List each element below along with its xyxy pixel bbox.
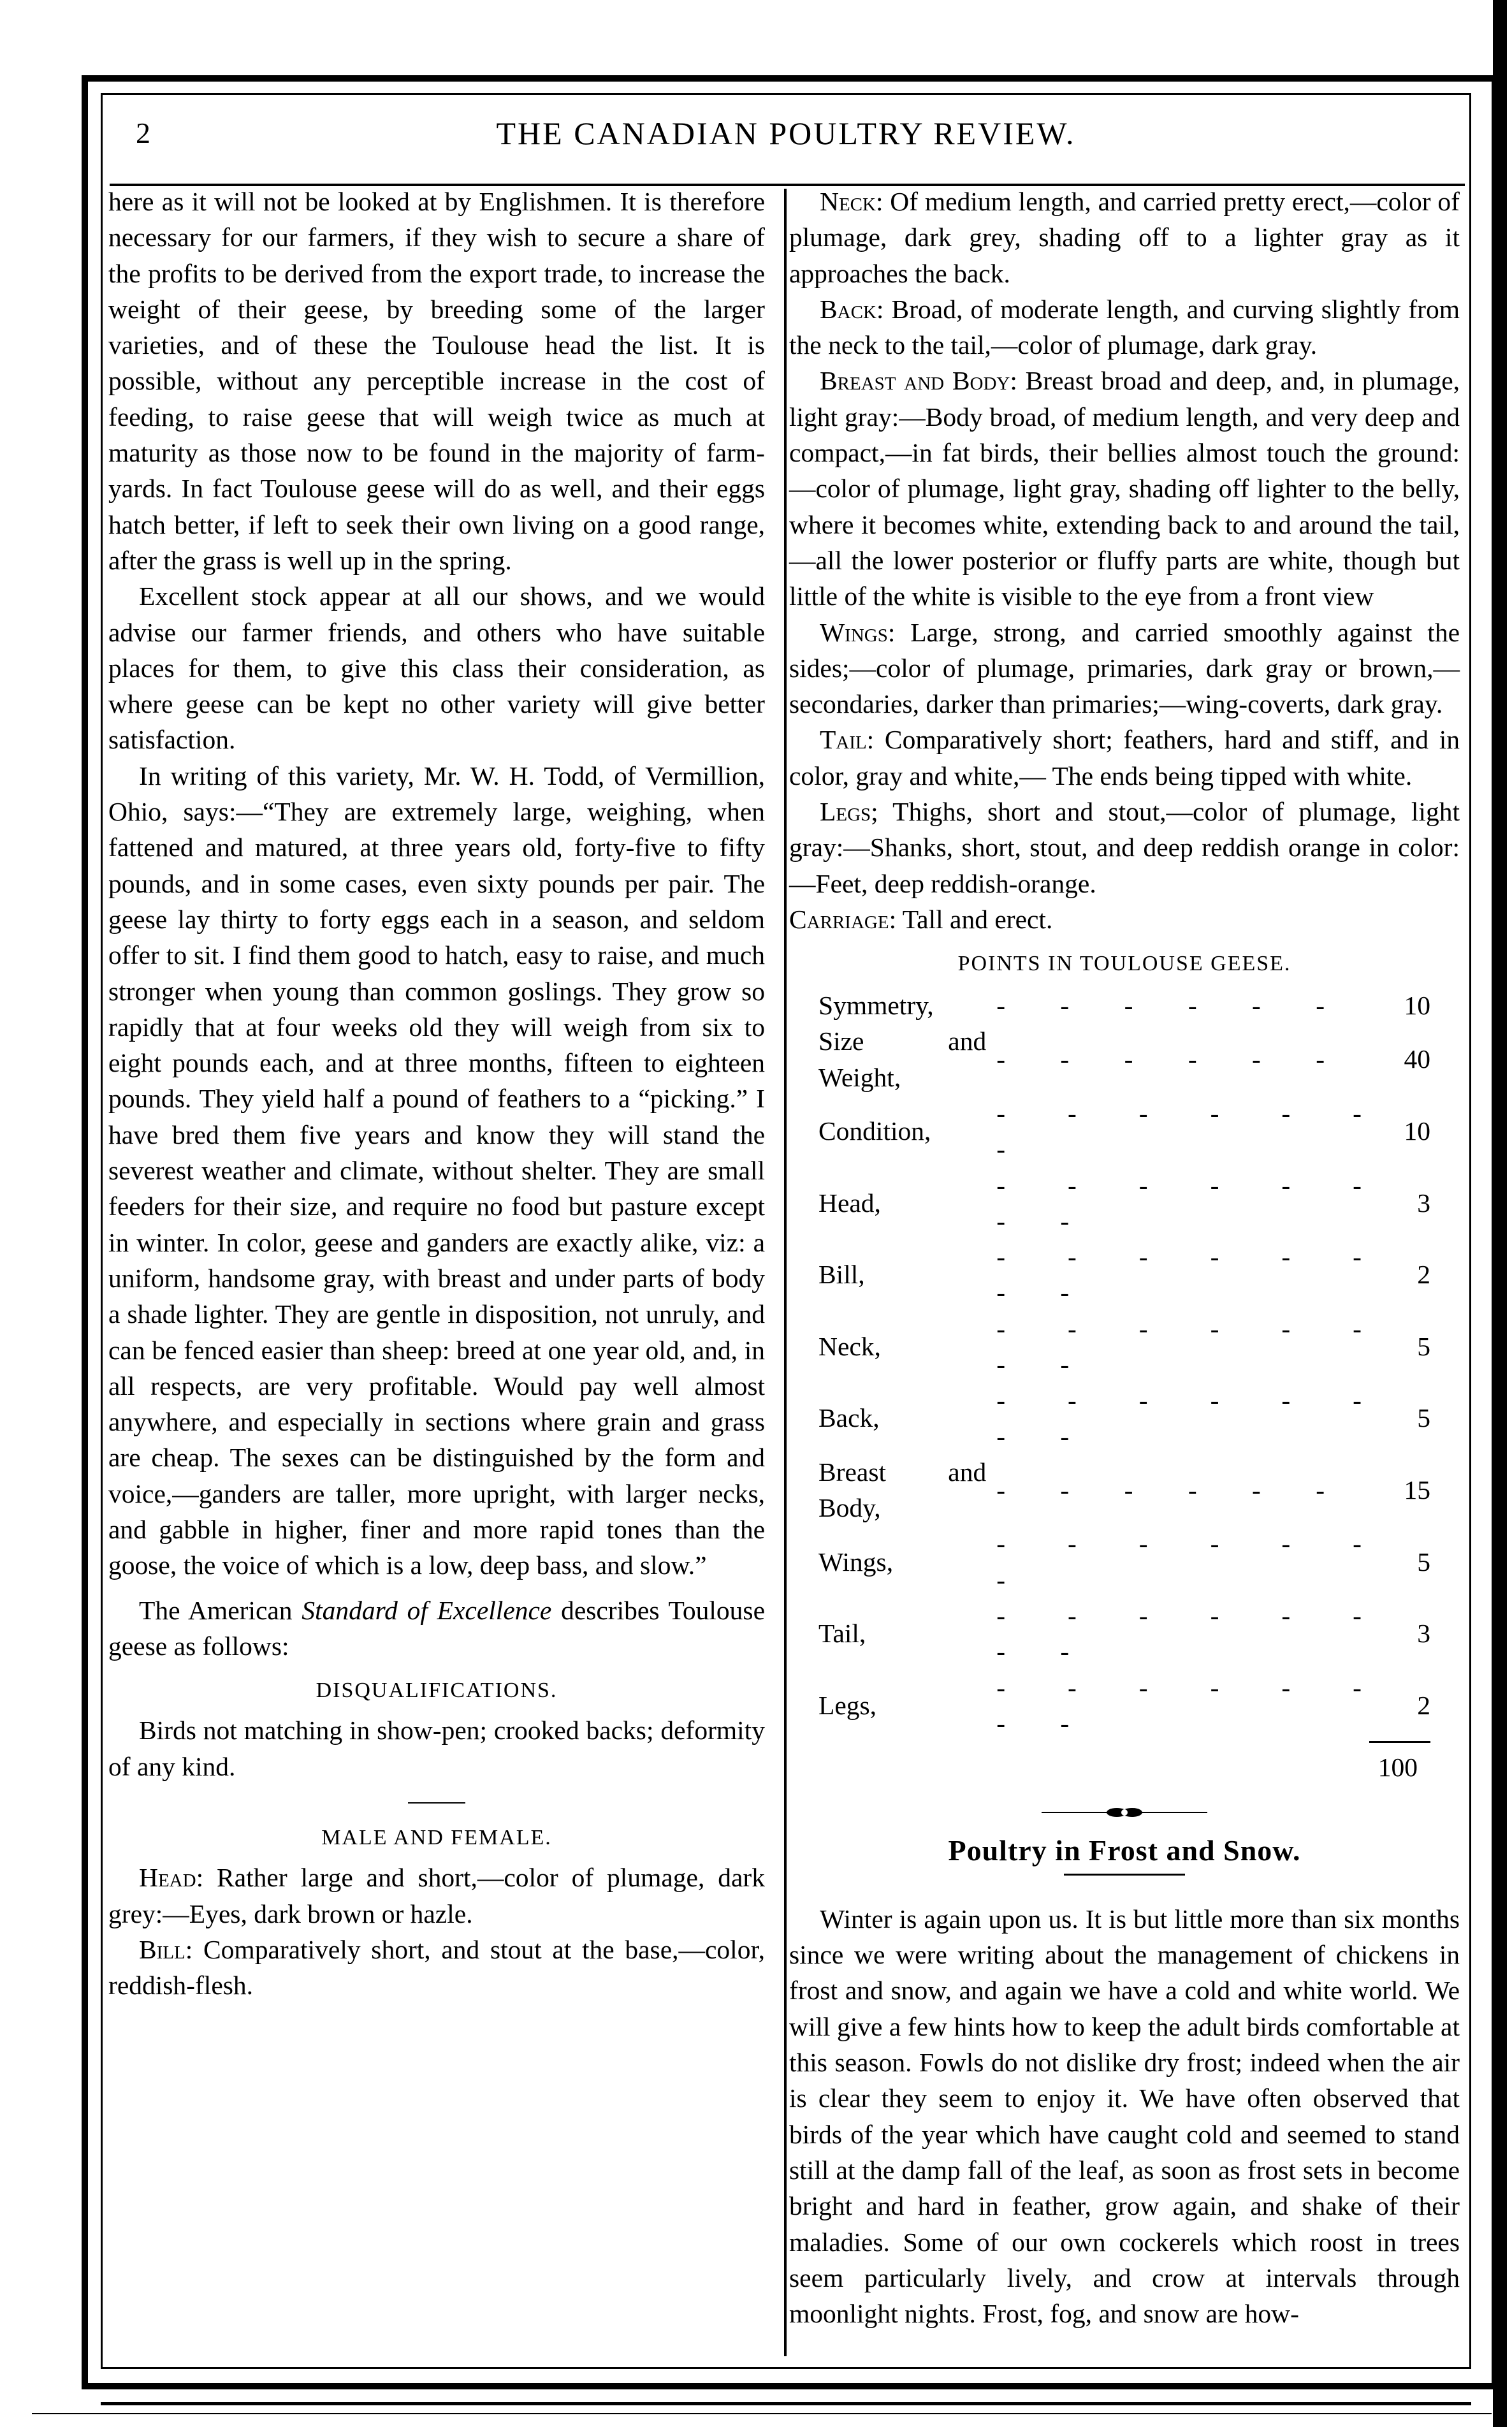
points-value: 15 <box>1404 1475 1430 1505</box>
paragraph <box>789 291 1460 363</box>
points-value: 5 <box>1417 1547 1430 1577</box>
points-leader: - - - - - - - - <box>996 1170 1386 1235</box>
points-heading: POINTS IN TOULOUSE GEESE. <box>957 952 1291 976</box>
entry-label: Legs; <box>820 797 878 827</box>
ornament-divider-icon <box>1042 1805 1207 1820</box>
points-row <box>818 1239 1430 1311</box>
right-column <box>789 184 1460 2331</box>
points-name: Legs, <box>818 1690 877 1720</box>
title-rule <box>1064 1874 1185 1876</box>
entry-text: Thighs, short and stout,—color of plumage, light gray:—Shanks, short, stout, and deep reddish orange in color:—Feet, deep reddish-orange. <box>789 797 1460 898</box>
male-female-heading: MALE AND FEMALE. <box>321 1826 552 1850</box>
points-row <box>818 1670 1430 1742</box>
entry-label: Back: <box>820 294 884 324</box>
points-value: 3 <box>1417 1619 1430 1649</box>
paragraph <box>789 615 1460 722</box>
paragraph <box>789 794 1460 901</box>
points-leader: - - - - - - <box>996 1475 1349 1505</box>
entry-label: Bill: <box>139 1934 193 1964</box>
paragraph: In writing of this variety, Mr. W. H. Todd, of Vermillion, Ohio, says:—“They are extremely large, weighing, when fattened and matured, at three years old, forty-five to fifty pounds, and in some cases, even sixty pounds per pair. The geese lay thirty to forty eggs each in a season, and seldom offer to sit. I find them good to hatch, easy to raise, and much stronger when young than common goslings. They grow so rapidly that at four weeks old they will weigh from six to eight pounds each, and at three months, fifteen to eighteen pounds. They yield half a pound of feathers to a “picking.” I have bred them five years and know they will stand the severest weather and climate, without shelter. They are small feeders for their size, and require no food but pasture except in winter. In color, geese and ganders are exactly alike, viz: a uniform, handsome gray, with breast and under parts of body a shade lighter. They are gentle in disposition, not unruly, and can be fenced easier than sheep: breed at one year old, and, in all respects, are very profitable. Would pay well almost anywhere, and especially in sections where grain and grass are cheap. The sexes can be distinguished by the form and voice,—ganders are taller, more upright, with larger necks, and gabble in higher, finer and more rapid tones than the goose, the voice of which is a low, deep bass, and slow.” <box>108 761 765 1580</box>
entry-label: Tail: <box>820 725 875 755</box>
points-value: 5 <box>1417 1331 1430 1361</box>
points-value: 10 <box>1404 990 1430 1020</box>
points-leader: - - - - - - - - <box>996 1385 1386 1451</box>
points-leader: - - - - - - <box>996 990 1349 1020</box>
points-row <box>818 1598 1430 1670</box>
paragraph: here as it will not be looked at by Englishmen. It is therefore necessary for our farmers, if they wish to secure a share of the profits to be derived from the export trade, to increase the weight of their geese, by breeding some of the larger varieties, and of these the Toulouse head the list. It is possible, without any perceptible increase in the cost of feeding, to raise geese that will weigh twice as much at maturity as those now to be found in the majority of farm-yards. In fact Toulouse geese will do as well, and their eggs hatch better, if left to seek their own living on a good range, after the grass is well up in the spring. <box>108 187 765 575</box>
entry-text: Breast broad and deep, and, in plumage, light gray:—Body broad, of medium length, and very deep and compact,—in fat birds, their bellies almost touch the ground:—color of plumage, light gray, shading off lighter to the belly, where it becomes white, extending back to and around the tail,—all the lower posterior or fluffy parts are white, though but little of the white is visible to the eye from a front view <box>789 366 1460 611</box>
points-name: Symmetry, <box>818 990 934 1020</box>
points-leader: - - - - - - - - <box>996 1313 1386 1379</box>
entry-text: Comparatively short; feathers, hard and stiff, and in color, gray and white,— The ends being tipped with white. <box>789 725 1460 791</box>
text-run: The American <box>139 1595 302 1625</box>
paragraph: Excellent stock appear at all our shows, and we would advise our farmer friends, and others who have suitable places for them, to give this class their consideration, as where geese can be kept no other variety will give better satisfaction. <box>108 581 765 755</box>
text-run: describes Toulouse geese as follows: <box>108 1595 765 1661</box>
paragraph <box>789 901 1460 937</box>
points-leader: - - - - - - - - <box>996 1242 1386 1308</box>
points-row <box>818 1526 1430 1598</box>
points-leader: - - - - - - - - <box>996 1601 1386 1666</box>
paragraph: Birds not matching in show-pen; crooked backs; deformity of any kind. <box>108 1716 765 1781</box>
points-value: 5 <box>1417 1403 1430 1433</box>
entry-text: Large, strong, and carried smoothly against the sides;—color of plumage, primaries, dark gray or brown,—secondaries, darker than primaries;—wing-coverts, dark gray. <box>789 617 1460 719</box>
total-rule <box>1369 1741 1430 1743</box>
points-value: 2 <box>1417 1260 1430 1290</box>
points-total: 100 <box>1378 1753 1418 1782</box>
paragraph <box>108 1592 765 1665</box>
points-row <box>818 1382 1430 1454</box>
page-number: 2 <box>136 117 150 149</box>
points-name: Back, <box>818 1403 880 1433</box>
entry-label: Breast and Body: <box>820 366 1017 396</box>
entry-label: Head: <box>139 1863 204 1893</box>
points-row <box>818 1095 1430 1167</box>
points-name: Bill, <box>818 1260 865 1290</box>
points-leader: - - - - - - <box>996 1044 1349 1074</box>
points-value: 40 <box>1404 1044 1430 1074</box>
paragraph <box>108 1860 765 1932</box>
points-row <box>818 1023 1430 1095</box>
book-title: Standard of Excellence <box>302 1595 552 1625</box>
entry-text: Rather large and short,—color of plumage, dark grey:—Eyes, dark brown or hazle. <box>108 1863 765 1928</box>
bottom-rule <box>101 2402 1471 2405</box>
points-leader: - - - - - - - <box>996 1098 1386 1164</box>
paragraph: Winter is again upon us. It is but little more than six months since we were writing about the management of chickens in frost and snow, and again we have a cold and white world. We will give a few hints how to keep the adult birds comfortable at this season. Fowls do not dislike dry frost; indeed when the air is clear they seem to enjoy it. We have often observed that birds of the year which have caught cold and seemed to stand still at the damp fall of the leaf, as soon as frost sets in become bright and hard in feather, grow again, and shake of their maladies. Some of our own cockerels which roost in trees seem particularly lively, and crow at intervals through moonlight nights. Frost, fog, and snow are how- <box>789 1904 1460 2329</box>
points-leader: - - - - - - - - <box>996 1672 1386 1738</box>
page-edge-shadow <box>1493 0 1507 2427</box>
points-row <box>818 988 1430 1024</box>
disqualifications-heading: DISQUALIFICATIONS. <box>316 1679 558 1703</box>
entry-text: Tall and erect. <box>896 904 1053 934</box>
points-row <box>818 1311 1430 1383</box>
points-name: Wings, <box>818 1547 894 1577</box>
points-value: 3 <box>1417 1188 1430 1218</box>
points-total-block <box>789 1741 1430 1785</box>
column-divider <box>784 189 787 2356</box>
paragraph <box>789 184 1460 291</box>
points-name: Neck, <box>818 1331 881 1361</box>
paragraph <box>789 363 1460 614</box>
entry-text: Broad, of moderate length, and curving slightly from the neck to the tail,—color of plumage, dark gray. <box>789 294 1460 360</box>
short-rule <box>408 1802 465 1804</box>
entry-label: Carriage: <box>789 904 897 934</box>
left-column <box>108 184 765 2004</box>
entry-label: Wings: <box>820 617 896 647</box>
points-name: Condition, <box>818 1116 931 1146</box>
points-table <box>818 988 1430 1742</box>
paragraph <box>789 722 1460 794</box>
points-name: Breast and Body, <box>818 1457 987 1523</box>
points-value: 10 <box>1404 1116 1430 1146</box>
entry-text: Of medium length, and carried pretty erect,—color of plumage, dark grey, shading off to a lighter gray as it approaches the back. <box>789 187 1460 288</box>
entry-label: Neck: <box>820 187 883 216</box>
bottom-rule-thin <box>32 2413 1492 2414</box>
points-row <box>818 1454 1430 1526</box>
page-header <box>101 102 1471 185</box>
entry-text: Comparatively short, and stout at the base,—color, reddish-flesh. <box>108 1934 765 2001</box>
section-title: Poultry in Frost and Snow. <box>948 1833 1301 1867</box>
points-name: Tail, <box>818 1619 866 1649</box>
points-value: 2 <box>1417 1690 1430 1720</box>
running-title: THE CANADIAN POULTRY REVIEW. <box>496 115 1076 151</box>
paragraph <box>108 1932 765 2004</box>
points-row <box>818 1167 1430 1239</box>
points-name: Head, <box>818 1188 881 1218</box>
points-leader: - - - - - - - <box>996 1529 1386 1594</box>
points-name: Size and Weight, <box>818 1026 987 1092</box>
